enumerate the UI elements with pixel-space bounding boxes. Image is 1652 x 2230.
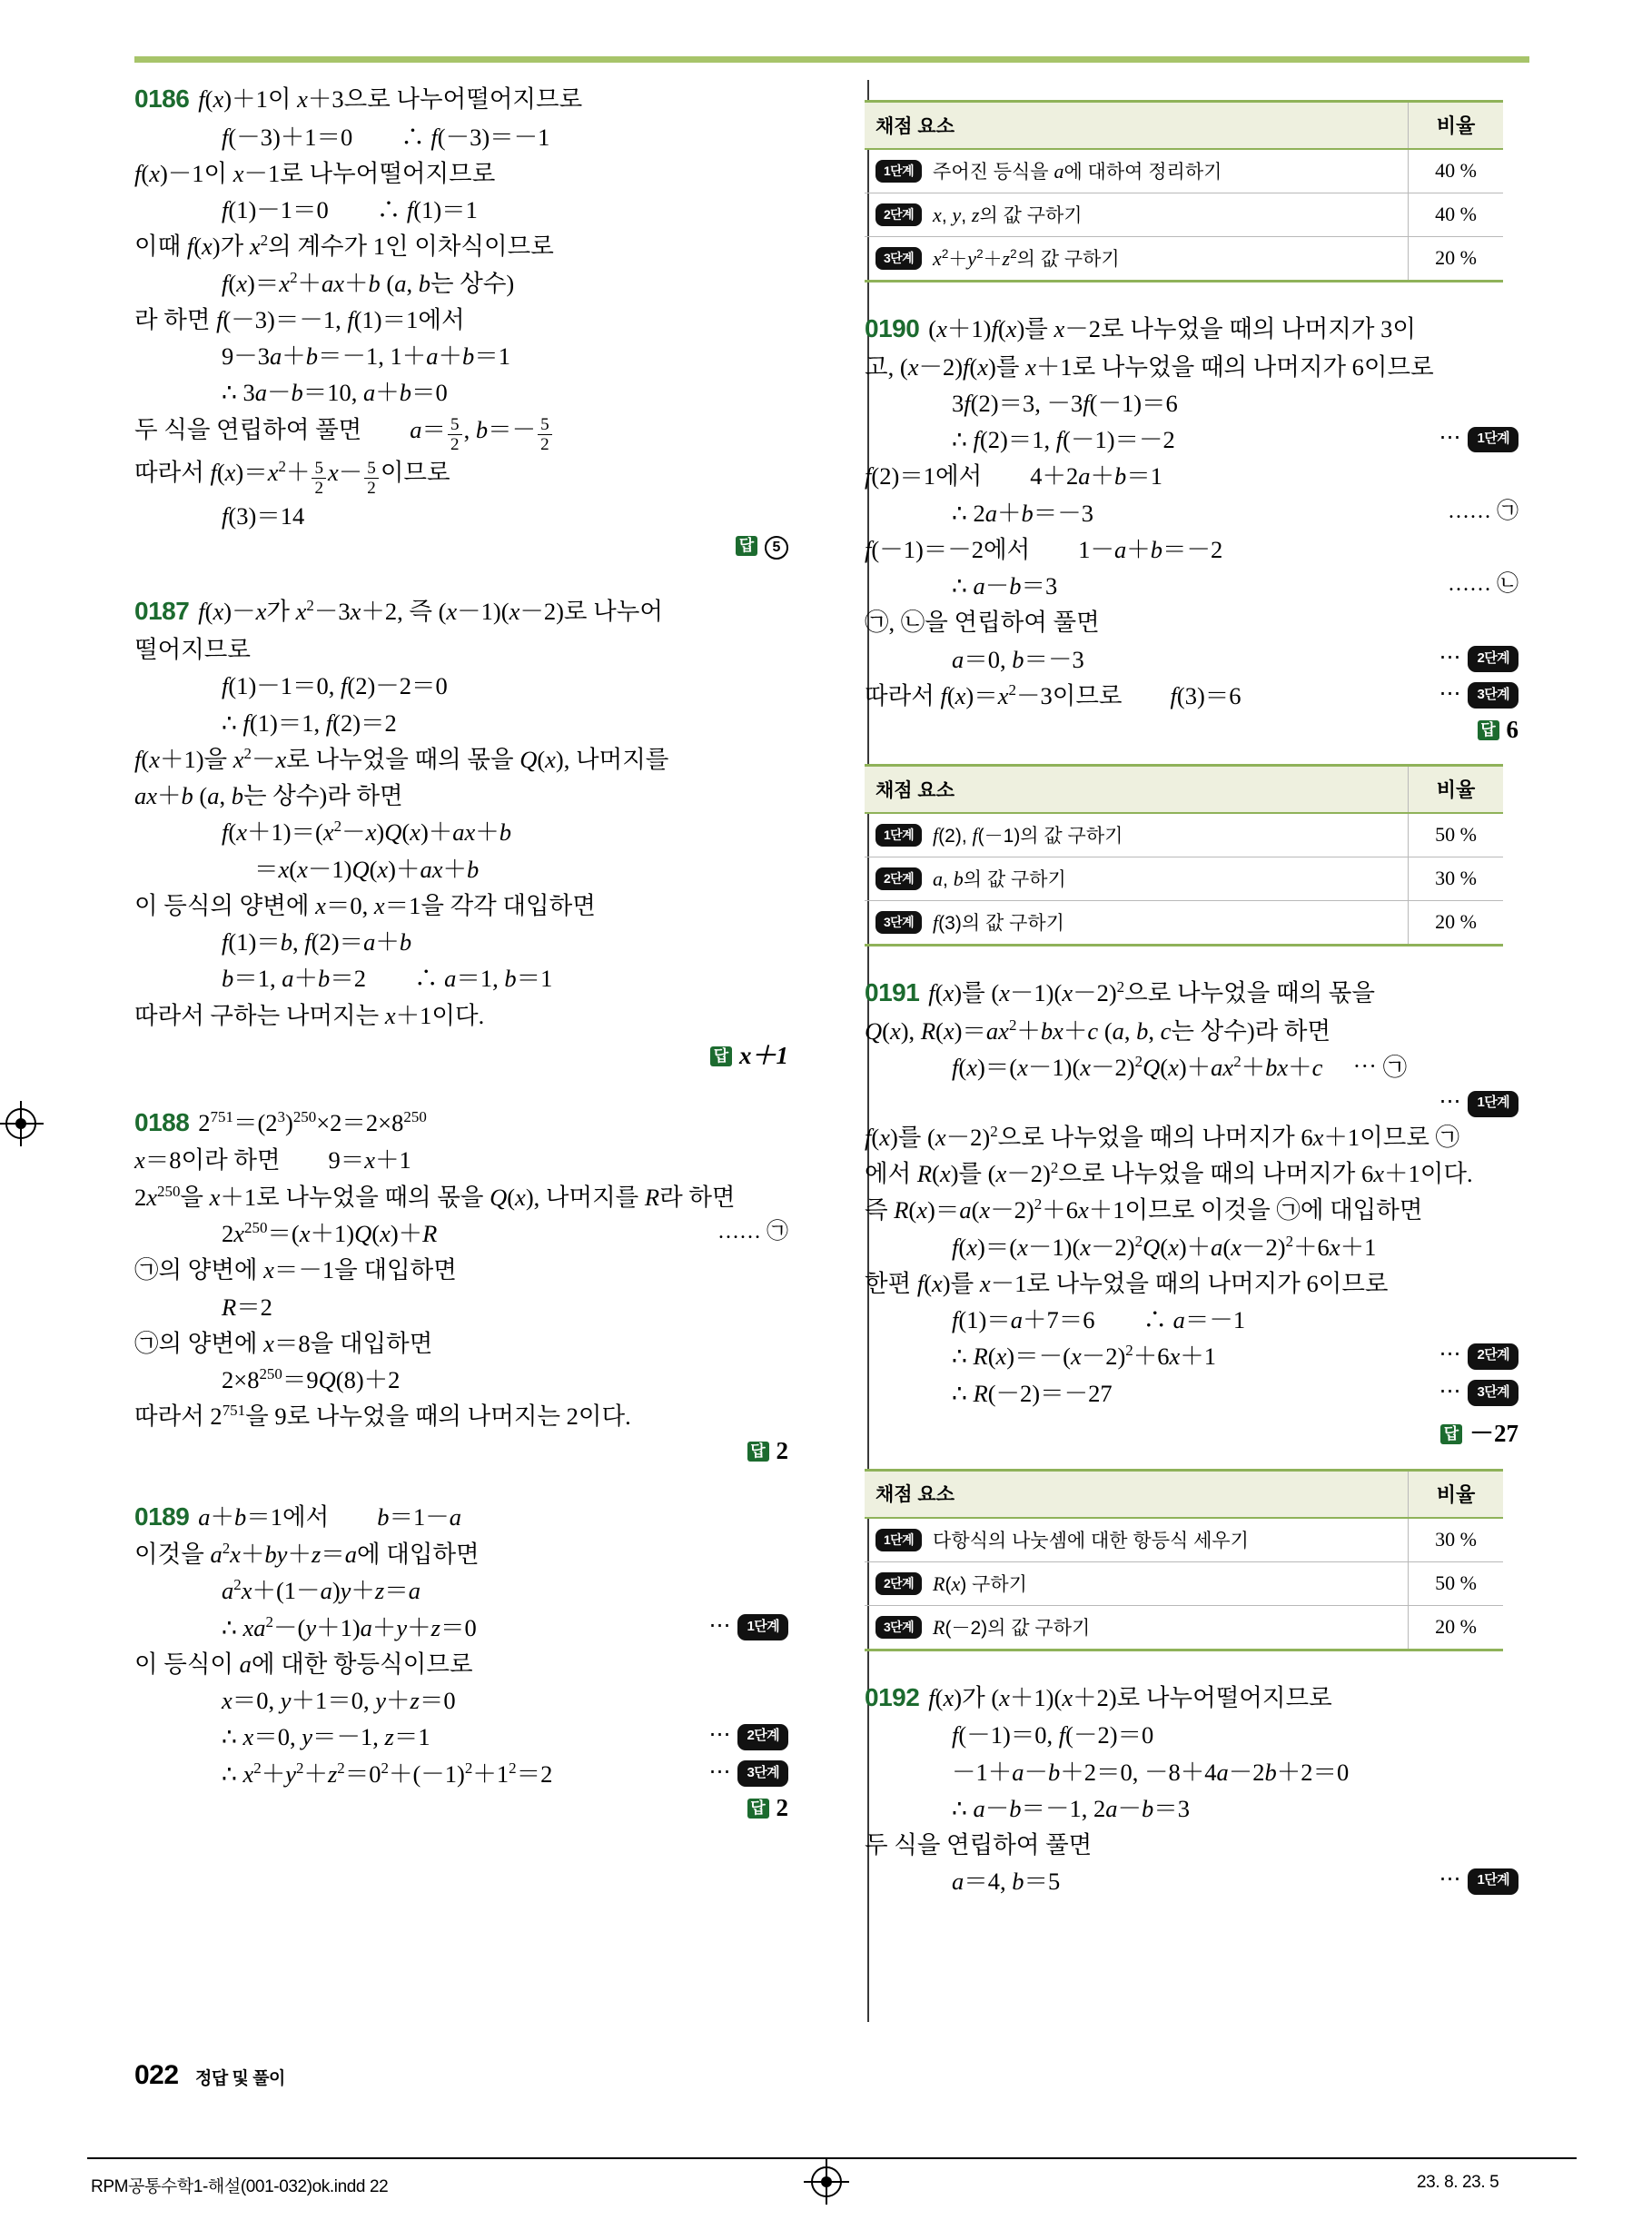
solution-line-text: $f(x)=x^2+ax+b$ (a, b는 상수) — [222, 268, 515, 297]
solution-line — [865, 1302, 1518, 1338]
solution-line-text: f(x)－1이 x－1로 나누어떨어지므로 — [134, 159, 496, 187]
solution-line — [134, 960, 788, 996]
rubric-rate-cell: 30 % — [1409, 857, 1504, 901]
rubric-item-cell — [865, 149, 1409, 193]
answer-value: 6 — [1506, 716, 1518, 744]
solution-line — [134, 814, 788, 850]
problem-block-0192 — [865, 1679, 1518, 1900]
solution-line — [865, 641, 1518, 678]
rubric-header-rate: 비율 — [1409, 766, 1504, 814]
answer-row — [865, 1413, 1518, 1449]
left-column — [134, 80, 812, 2033]
rubric-item-text: f(3)의 값 구하기 — [933, 911, 1064, 935]
solution-line-text: 이 등식의 양변에 x＝0, x＝1을 각각 대입하면 — [134, 891, 596, 919]
problem-block-0188 — [134, 1104, 788, 1465]
equation-ref-marker: …… ㉠ — [717, 1219, 788, 1244]
step-badge: 2단계 — [875, 1572, 922, 1595]
answer-badge: 답 — [1478, 720, 1499, 740]
right-column — [834, 80, 1518, 2033]
solution-line — [865, 1192, 1518, 1228]
rubric-rate-cell: 20 % — [1409, 1605, 1504, 1650]
solution-line-text: ∴ f(2)＝1, f(－1)＝－2 — [952, 426, 1175, 454]
solution-line-text: f(1)－1＝0 ∴ f(1)＝1 — [222, 196, 478, 224]
answer-badge: 답 — [710, 1046, 732, 1066]
step-badge: 3단계 — [875, 247, 922, 270]
solution-line-text: 이때 f(x)가 $x^2$의 계수가 1인 이차식이므로 — [134, 232, 554, 261]
rubric-rate-cell: 40 % — [1409, 193, 1504, 237]
answer-row — [134, 536, 788, 560]
solution-line-text: ㉠, ㉡을 연립하여 풀면 — [865, 609, 1100, 637]
solution-line-text: 떨어지므로 — [134, 635, 251, 663]
solution-line-text: 9－3a＋b＝－1, 1＋a＋b＝1 — [222, 342, 510, 371]
solution-line-text: 두 식을 연립하여 풀면 — [865, 1831, 1093, 1859]
step-badge: 3단계 — [1468, 1380, 1518, 1406]
solution-line-text: x＝8이라 하면 9＝x＋1 — [134, 1146, 411, 1174]
rubric-item-text: $x^2+y^2+z^2$의 값 구하기 — [933, 247, 1120, 270]
solution-line-text: ∴ $R(x)=-(x-2)^2+6x+1$ — [952, 1342, 1217, 1371]
solution-line-text: ＝x(x－1)Q(x)＋ax＋b — [254, 855, 480, 883]
solution-line-text: $a^2x+(1-a)y+z=a$ — [222, 1576, 420, 1605]
solution-line-text: 라 하면 f(－3)＝－1, f(1)＝1에서 — [134, 305, 465, 333]
solution-line — [865, 1265, 1518, 1302]
solution-line-text: ∴ $x^2+y^2+z^2=0^2+(-1)^2+1^2=2$ — [222, 1759, 553, 1788]
rubric-item-text: x, y, z의 값 구하기 — [933, 203, 1083, 226]
rubric-header-rate: 비율 — [1409, 102, 1504, 150]
print-filename: RPM공통수학1-해설(001-032)ok.indd 22 — [91, 2177, 389, 2196]
rubric-item-cell — [865, 1605, 1409, 1650]
solution-line — [134, 778, 788, 814]
step-badge-marker: ⋯ 3단계 — [1439, 678, 1518, 710]
step-badge: 1단계 — [1468, 1868, 1518, 1895]
solution-line — [134, 887, 788, 924]
solution-line-text: 0190 (x＋1)f(x)를 x－2로 나누었을 때의 나머지가 3이 — [865, 314, 1416, 342]
solution-line-text: 에서 R(x)를 $(x-2)^2$으로 나누었을 때의 나머지가 6x＋1이다. — [865, 1159, 1473, 1188]
rubric-rate-cell: 20 % — [1409, 237, 1504, 282]
rubric-header-item: 채점 요소 — [865, 766, 1409, 814]
solution-line-text: ∴ $xa^2-(y+1)a+y+z=0$ — [222, 1612, 477, 1641]
solution-line — [134, 411, 788, 455]
rubric-row — [865, 1561, 1503, 1605]
solution-line — [134, 228, 788, 264]
solution-line — [134, 1215, 788, 1252]
solution-line-text: f(1)＝b, f(2)＝a＋b — [222, 928, 412, 956]
solution-line — [134, 1646, 788, 1682]
problem-number: 0191 — [865, 978, 920, 1007]
rubric-row — [865, 193, 1503, 237]
answer-row — [134, 1794, 788, 1822]
step-badge-marker: ⋯ 2단계 — [1439, 1338, 1518, 1371]
rubric-row — [865, 1605, 1503, 1650]
step-badge: 1단계 — [875, 1529, 922, 1551]
solution-line — [134, 1252, 788, 1288]
solution-line — [865, 458, 1518, 494]
solution-line — [865, 1827, 1518, 1863]
rubric-rate-cell: 20 % — [1409, 901, 1504, 946]
solution-line-text: ∴ 2a＋b＝－3 — [952, 499, 1093, 527]
rubric-item-cell — [865, 1518, 1409, 1562]
answer-value: x＋1 — [739, 1041, 788, 1069]
solution-line — [865, 1717, 1518, 1753]
solution-line — [865, 1338, 1518, 1374]
rubric-block — [865, 764, 1518, 947]
rubric-item-text: a, b의 값 구하기 — [933, 867, 1066, 891]
solution-line — [134, 631, 788, 668]
two-column-body — [134, 80, 1533, 2033]
solution-line-text: $f(x+1)=(x^2-x)Q(x)+ax+b$ — [222, 818, 512, 847]
problem-block-0191 — [865, 974, 1518, 1449]
answer-value: 2 — [776, 1793, 788, 1821]
problem-number: 0189 — [134, 1502, 190, 1531]
problem-block-0187 — [134, 592, 788, 1070]
solution-line-text: 0188 $2^{751}=(2^3)^{250}\times 2=2\times 8^{250}$ — [134, 1107, 427, 1136]
solution-line-text: 즉 $R(x)=a(x-2)^2+6x+1$이므로 이것을 ㉠에 대입하면 — [865, 1195, 1423, 1224]
solution-line — [134, 1104, 788, 1143]
solution-line — [134, 265, 788, 302]
step-badge: 2단계 — [875, 867, 922, 890]
solution-line-text: 이것을 $a^2x+by+z=a$에 대입하면 — [134, 1540, 480, 1569]
solution-line — [134, 1682, 788, 1719]
solution-line — [134, 924, 788, 960]
solution-line-text: 두 식을 연립하여 풀면 a＝ $\frac{5}{2}$ , b＝－ $\frac{5}{2}$ — [134, 416, 554, 443]
step-badge-marker: ⋯ 2단계 — [1439, 641, 1518, 674]
scoring-rubric-table — [865, 764, 1503, 947]
step-badge: 1단계 — [875, 160, 922, 183]
solution-line-text: 따라서 $f(x)=x^2-3$이므로 f(3)＝6 — [865, 681, 1241, 709]
solution-line — [134, 1610, 788, 1646]
solution-line — [865, 1155, 1518, 1192]
step-badge-marker: ⋯ 3단계 — [708, 1756, 788, 1789]
solution-line — [134, 592, 788, 631]
answer-value: 5 — [765, 541, 788, 557]
solution-line — [134, 851, 788, 887]
solution-line-text: 0192 f(x)가 (x＋1)(x＋2)로 나누어떨어지므로 — [865, 1682, 1332, 1711]
solution-line-text: ㉠의 양변에 x＝－1을 대입하면 — [134, 1256, 457, 1284]
rubric-row — [865, 901, 1503, 946]
rubric-item-cell — [865, 857, 1409, 901]
solution-line-text: 이 등식이 a에 대한 항등식이므로 — [134, 1650, 473, 1678]
solution-line — [134, 1289, 788, 1325]
solution-line-text: ∴ a－b＝－1, 2a－b＝3 — [952, 1794, 1190, 1822]
rubric-item-text: f(2), f(－1)의 값 구하기 — [933, 824, 1123, 847]
solution-line-text: $f(x)=(x-1)(x-2)^2Q(x)+a(x-2)^2+6x+1$ — [952, 1232, 1377, 1261]
step-badge: 1단계 — [875, 824, 922, 847]
rubric-item-text: 주어진 등식을 a에 대하여 정리하기 — [933, 160, 1222, 183]
solution-line-text: b＝1, a＋b＝2 ∴ a＝1, b＝1 — [222, 965, 553, 993]
solution-line-text: ∴ 3a－b＝10, a＋b＝0 — [222, 379, 448, 407]
answer-badge: 답 — [1440, 1424, 1462, 1444]
solution-line-text: ∴ x＝0, y＝－1, z＝1 — [222, 1723, 430, 1751]
solution-line — [134, 374, 788, 411]
problem-number: 0190 — [865, 314, 920, 342]
rubric-header-row — [865, 102, 1503, 150]
solution-line — [134, 338, 788, 374]
rubric-header-item: 채점 요소 — [865, 1470, 1409, 1518]
solution-line-text: 0186 f(x)＋1이 x＋3으로 나누어떨어지므로 — [134, 84, 583, 113]
page-footer — [134, 2060, 285, 2091]
solution-line — [865, 385, 1518, 421]
solution-line-text: ∴ f(1)＝1, f(2)＝2 — [222, 709, 397, 737]
solution-line — [134, 997, 788, 1034]
rubric-item-text: R(－2)의 값 구하기 — [933, 1615, 1091, 1639]
step-badge: 1단계 — [1468, 1091, 1518, 1117]
rubric-rate-cell: 50 % — [1409, 813, 1504, 857]
step-badge-marker: ⋯ 1단계 — [708, 1610, 788, 1642]
rubric-row — [865, 813, 1503, 857]
solution-line — [865, 1754, 1518, 1790]
solution-line-text: －1＋a－b＋2＝0, －8＋4a－2b＋2＝0 — [952, 1758, 1350, 1786]
rubric-block — [865, 100, 1518, 282]
solution-line — [134, 1498, 788, 1537]
solution-line — [865, 421, 1518, 458]
answer-badge: 답 — [736, 536, 757, 556]
scoring-rubric-table — [865, 100, 1503, 282]
page-number: 022 — [134, 2060, 179, 2090]
solution-line — [865, 1679, 1518, 1718]
solution-line-text: a＝4, b＝5 — [952, 1868, 1061, 1896]
solution-line-text: 0189 a＋b＝1에서 b＝1－a — [134, 1502, 461, 1531]
solution-line-text: ∴ a－b＝3 — [952, 572, 1058, 600]
solution-line — [134, 1536, 788, 1572]
rubric-row — [865, 1518, 1503, 1562]
solution-line-text: 0191 f(x)를 $(x-1)(x-2)^2$으로 나누었을 때의 몫을 — [865, 978, 1375, 1007]
rubric-row — [865, 237, 1503, 282]
rubric-item-cell — [865, 1561, 1409, 1605]
solution-line — [134, 705, 788, 741]
problem-block-0190 — [865, 310, 1518, 744]
rubric-item-cell — [865, 237, 1409, 282]
step-badge: 1단계 — [1468, 427, 1518, 453]
solution-line — [865, 1863, 1518, 1899]
step-badge: 1단계 — [737, 1614, 788, 1640]
problem-number: 0187 — [134, 597, 190, 626]
rubric-row — [865, 857, 1503, 901]
solution-line — [134, 1362, 788, 1398]
print-datestamp: 23. 8. 23. 5 — [1417, 2173, 1499, 2192]
solution-line — [865, 974, 1518, 1013]
solution-line — [865, 349, 1518, 385]
answer-badge: 답 — [747, 1442, 769, 1462]
step-badge: 2단계 — [1468, 1343, 1518, 1370]
step-badge: 2단계 — [737, 1724, 788, 1750]
page-label: 정답 및 풀이 — [195, 2069, 285, 2088]
problem-block-0189 — [134, 1498, 788, 1822]
solution-line-text: 0187 f(x)－x가 $x^2-3x+2$, 즉 (x－1)(x－2)로 나누어 — [134, 597, 663, 626]
rubric-header-row — [865, 766, 1503, 814]
step-badge: 3단계 — [737, 1760, 788, 1787]
print-bottom-rule — [87, 2157, 1577, 2159]
solution-line — [134, 1572, 788, 1609]
page-top-rule — [134, 56, 1529, 63]
solution-line — [865, 1049, 1518, 1085]
solution-line-text: 따라서 $f(x)=x^2+$ $\frac{5}{2}$ x－ $\frac{5}{2}$ 이므로 — [134, 458, 450, 499]
solution-line-text: f(－3)＋1＝0 ∴ f(－3)＝－1 — [222, 123, 550, 151]
solution-line-text: f(2)＝1에서 4＋2a＋b＝1 — [865, 462, 1162, 491]
step-badge: 3단계 — [875, 911, 922, 934]
solution-line-text: 한편 f(x)를 x－1로 나누었을 때의 나머지가 6이므로 — [865, 1269, 1389, 1297]
solution-line — [865, 1790, 1518, 1827]
step-badge-marker: ⋯ 1단계 — [1439, 421, 1518, 454]
solution-line — [865, 531, 1518, 568]
step-badge: 2단계 — [875, 203, 922, 226]
solution-line-text: 고, (x－2)f(x)를 x＋1로 나누었을 때의 나머지가 6이므로 — [865, 352, 1434, 381]
rubric-item-text: R(x) 구하기 — [933, 1571, 1027, 1595]
solution-line-text: Q(x), $R(x)=ax^2+bx+c$ (a, b, c는 상수)라 하면 — [865, 1016, 1331, 1045]
solution-line — [134, 1142, 788, 1178]
rubric-item-cell — [865, 193, 1409, 237]
solution-line — [134, 741, 788, 778]
solution-line-text: f(x＋1)을 $x^2-x$로 나누었을 때의 몫을 Q(x), 나머지를 — [134, 744, 669, 773]
solution-line — [134, 1756, 788, 1792]
solution-line-text: 따라서 $2^{751}$을 9로 나누었을 때의 나머지는 2이다. — [134, 1402, 631, 1431]
step-badge-marker: ⋯ 1단계 — [1439, 1863, 1518, 1896]
solution-line-text: f(1)＝a＋7＝6 ∴ a＝－1 — [952, 1306, 1246, 1334]
rubric-block — [865, 1469, 1518, 1651]
solution-line-text: $2x^{250}=(x+1)Q(x)+R$ — [222, 1219, 438, 1247]
solution-line — [865, 1229, 1518, 1265]
rubric-header-row — [865, 1470, 1503, 1518]
solution-line — [134, 155, 788, 192]
solution-line — [134, 454, 788, 498]
solution-line — [134, 1398, 788, 1434]
solution-line — [134, 119, 788, 155]
rubric-rate-cell: 30 % — [1409, 1518, 1504, 1562]
solution-line — [134, 1325, 788, 1362]
solution-line — [134, 498, 788, 534]
solution-line-text: R＝2 — [222, 1293, 272, 1321]
rubric-rate-cell: 50 % — [1409, 1561, 1504, 1605]
rubric-rate-cell: 40 % — [1409, 149, 1504, 193]
answer-value: 2 — [776, 1436, 788, 1464]
solution-line-text: x＝0, y＋1＝0, y＋z＝0 — [222, 1687, 456, 1715]
equation-ref-marker: …… ㉠ — [1448, 499, 1518, 523]
solution-line — [134, 80, 788, 119]
solution-line-text: f(1)－1＝0, f(2)－2＝0 — [222, 672, 448, 700]
solution-line — [865, 1013, 1518, 1049]
solution-line-text: f(－1)＝－2에서 1－a＋b＝－2 — [865, 535, 1223, 563]
step-badge-marker: ⋯ 3단계 — [1439, 1375, 1518, 1408]
solution-line-text: f(x)를 $(x-2)^2$으로 나누었을 때의 나머지가 6x＋1이므로 ㉠ — [865, 1122, 1460, 1151]
solution-line-text: $f(x)=(x-1)(x-2)^2Q(x)+ax^2+bx+c$ ⋯ ㉠ — [952, 1053, 1408, 1082]
solution-line-text: ∴ R(－2)＝－27 — [952, 1379, 1113, 1407]
registration-mark-left — [5, 1108, 36, 1139]
solution-line-text: 3f(2)＝3, －3f(－1)＝6 — [952, 389, 1178, 417]
solution-line-text: ㉠의 양변에 x＝8을 대입하면 — [134, 1329, 433, 1357]
solution-line — [865, 1375, 1518, 1412]
answer-row — [134, 1036, 788, 1071]
step-badge-marker: ⋯ 1단계 — [1439, 1085, 1518, 1118]
rubric-header-rate: 비율 — [1409, 1470, 1504, 1518]
answer-badge: 답 — [747, 1799, 769, 1819]
answer-row — [865, 716, 1518, 744]
solution-line-text: $2\times 8^{250}=9Q(8)+2$ — [222, 1365, 401, 1394]
scoring-rubric-table — [865, 1469, 1503, 1651]
solution-line — [134, 668, 788, 704]
equation-ref-marker: …… ㉡ — [1448, 572, 1518, 597]
problem-number: 0186 — [134, 84, 190, 113]
rubric-item-cell — [865, 813, 1409, 857]
answer-row — [134, 1437, 788, 1465]
step-badge: 3단계 — [875, 1616, 922, 1639]
solution-line — [865, 604, 1518, 640]
solution-line — [134, 1719, 788, 1755]
solution-line — [865, 678, 1518, 714]
step-badge-marker: ⋯ 2단계 — [708, 1719, 788, 1751]
rubric-row — [865, 149, 1503, 193]
problem-number: 0188 — [134, 1107, 190, 1136]
solution-line — [134, 192, 788, 228]
step-badge: 2단계 — [1468, 646, 1518, 672]
problem-number: 0192 — [865, 1682, 920, 1711]
solution-line — [134, 1179, 788, 1215]
step-badge: 3단계 — [1468, 682, 1518, 709]
solution-line — [865, 310, 1518, 349]
solution-line-text: f(3)＝14 — [222, 502, 305, 530]
solution-line — [865, 1119, 1518, 1155]
solution-line-text: 따라서 구하는 나머지는 x＋1이다. — [134, 1001, 485, 1029]
rubric-item-cell — [865, 901, 1409, 946]
solution-line — [865, 568, 1518, 604]
rubric-header-item: 채점 요소 — [865, 102, 1409, 150]
solution-line-text: a＝0, b＝－3 — [952, 645, 1084, 673]
registration-mark-bottom — [811, 2166, 842, 2197]
solution-line-text: f(－1)＝0, f(－2)＝0 — [952, 1721, 1154, 1749]
rubric-item-text: 다항식의 나눗셈에 대한 항등식 세우기 — [933, 1530, 1249, 1551]
solution-line — [865, 495, 1518, 531]
solution-line-text: $2x^{250}$을 x＋1로 나누었을 때의 몫을 Q(x), 나머지를 R라 하면 — [134, 1182, 736, 1211]
solution-line-text: ax＋b (a, b는 상수)라 하면 — [134, 782, 403, 810]
solution-line — [134, 302, 788, 338]
answer-value: －27 — [1469, 1419, 1518, 1447]
problem-block-0186 — [134, 80, 788, 560]
